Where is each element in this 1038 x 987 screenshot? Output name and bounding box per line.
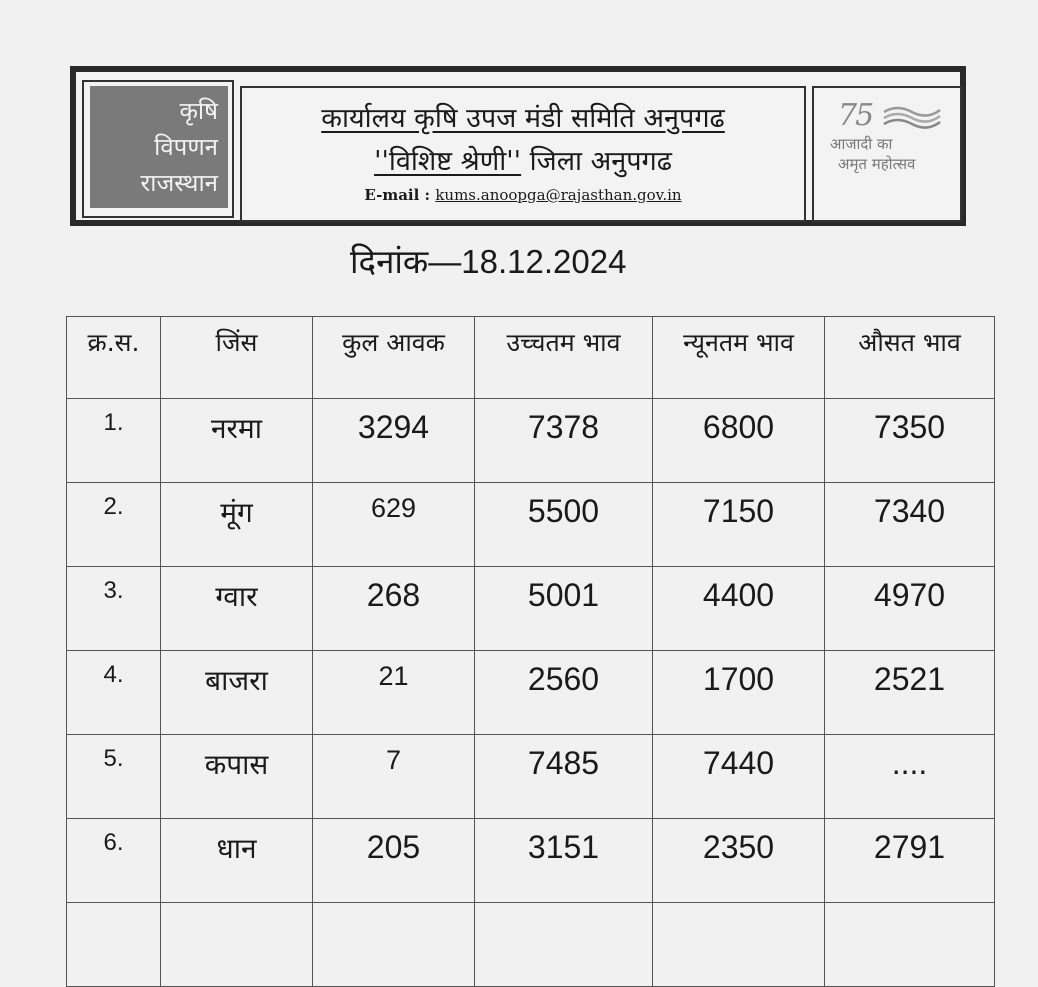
category-label: ''विशिष्ट श्रेणी'' [374, 146, 522, 177]
cell-min-price: 7150 [653, 483, 825, 567]
cell-serial: 1. [67, 399, 161, 483]
logo-text-line1: आजादी का [830, 135, 893, 153]
cell-avg-price: 7340 [825, 483, 995, 567]
report-date: दिनांक—18.12.2024 [350, 243, 627, 280]
empty-cell [67, 903, 161, 987]
cell-max-price: 5500 [475, 483, 653, 567]
email-address: kums.anoopga@rajasthan.gov.in [435, 186, 682, 204]
email-label: E-mail : [364, 186, 436, 204]
table-header-row [67, 317, 995, 399]
col-header-total-arrival: कुल आवक [313, 317, 475, 399]
col-header-commodity: जिंस [161, 317, 313, 399]
cell-arrival: 629 [313, 483, 475, 567]
table-row [67, 483, 995, 567]
col-header-avg-price: औसत भाव [825, 317, 995, 399]
cell-max-price: 2560 [475, 651, 653, 735]
cell-serial: 5. [67, 735, 161, 819]
empty-cell [313, 903, 475, 987]
logo-line: विपणन [154, 133, 218, 161]
cell-commodity: ग्वार [161, 567, 313, 651]
cell-avg-price: .... [825, 735, 995, 819]
cell-arrival: 21 [313, 651, 475, 735]
cell-avg-price: 2791 [825, 819, 995, 903]
cell-max-price: 7485 [475, 735, 653, 819]
office-title-box [240, 86, 806, 222]
logo-75-number: 75 [838, 98, 873, 133]
cell-min-price: 4400 [653, 567, 825, 651]
col-header-max-price: उच्चतम भाव [475, 317, 653, 399]
empty-cell [653, 903, 825, 987]
cell-serial: 2. [67, 483, 161, 567]
cell-commodity: धान [161, 819, 313, 903]
logo-text-line2: अमृत महोत्सव [838, 155, 916, 173]
empty-cell [475, 903, 653, 987]
office-title: कार्यालय कृषि उपज मंडी समिति अनुपगढ [321, 103, 725, 134]
table-row [67, 399, 995, 483]
cell-avg-price: 7350 [825, 399, 995, 483]
cell-max-price: 3151 [475, 819, 653, 903]
cell-commodity: मूंग [161, 483, 313, 567]
empty-cell [161, 903, 313, 987]
cell-max-price: 7378 [475, 399, 653, 483]
email-line [242, 186, 804, 204]
cell-min-price: 7440 [653, 735, 825, 819]
district-label: जिला अनुपगढ [521, 146, 672, 177]
cell-max-price: 5001 [475, 567, 653, 651]
cell-min-price: 1700 [653, 651, 825, 735]
cell-arrival: 7 [313, 735, 475, 819]
logo-line: कृषि [179, 97, 218, 125]
cell-commodity: बाजरा [161, 651, 313, 735]
letterhead [70, 66, 966, 226]
cell-arrival: 3294 [313, 399, 475, 483]
office-subtitle [242, 141, 804, 178]
table-row [67, 735, 995, 819]
cell-serial: 4. [67, 651, 161, 735]
cell-commodity: कपास [161, 735, 313, 819]
cell-arrival: 205 [313, 819, 475, 903]
cell-commodity: नरमा [161, 399, 313, 483]
table-row [67, 819, 995, 903]
empty-cell [825, 903, 995, 987]
cell-arrival: 268 [313, 567, 475, 651]
col-header-min-price: न्यूनतम भाव [653, 317, 825, 399]
cell-min-price: 6800 [653, 399, 825, 483]
cell-avg-price: 4970 [825, 567, 995, 651]
mandi-rates-table [66, 316, 995, 987]
table-row [67, 651, 995, 735]
cell-serial: 3. [67, 567, 161, 651]
cell-avg-price: 2521 [825, 651, 995, 735]
col-header-serial: क्र.स. [67, 317, 161, 399]
krishi-vipanan-logo [82, 80, 234, 218]
table-row-cut-off [67, 903, 995, 987]
cell-min-price: 2350 [653, 819, 825, 903]
azadi-ka-amrit-mahotsav-logo [812, 86, 962, 222]
table-row [67, 567, 995, 651]
tricolor-waves-icon [882, 104, 942, 130]
logo-line: राजस्थान [140, 169, 218, 197]
cell-serial: 6. [67, 819, 161, 903]
